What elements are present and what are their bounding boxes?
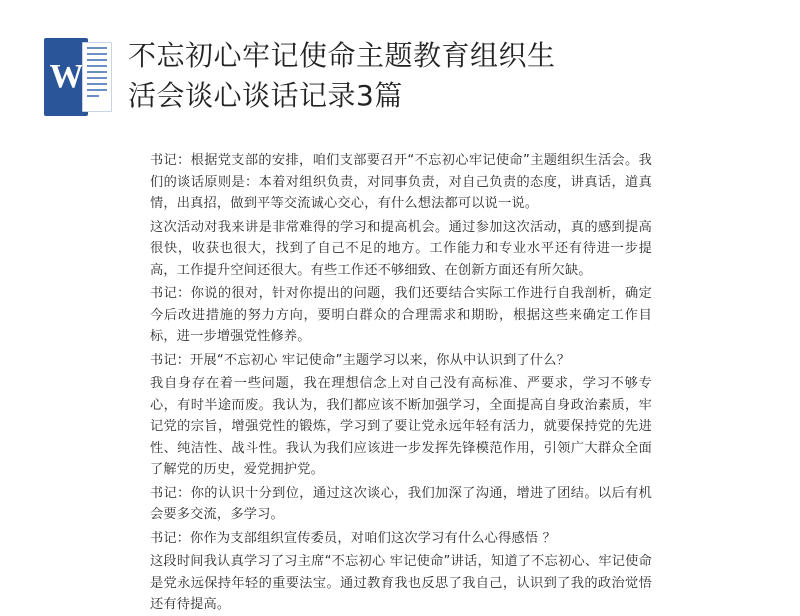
paragraph: 书记：你的认识十分到位，通过这次谈心，我们加深了沟通，增进了团结。以后有机会要多交流，多学习。 [150, 485, 652, 522]
icon-line [87, 47, 107, 49]
icon-letter: W [49, 58, 83, 95]
icon-line [87, 83, 107, 85]
icon-line [87, 95, 99, 97]
icon-line [87, 53, 107, 55]
icon-line [87, 59, 107, 61]
icon-line [87, 77, 107, 79]
icon-page-block [82, 42, 112, 112]
paragraph: 这段时间我认真学习了习主席“不忘初心 牢记使命”讲话，知道了不忘初心、牢记使命是党永远保持年轻的重要法宝。通过教育我也反思了我自己，认识到了我的政治觉悟还有待提高。 [150, 554, 652, 612]
word-document-icon [44, 38, 112, 116]
icon-line [87, 89, 107, 91]
paragraph: 这次活动对我来讲是非常难得的学习和提高机会。通过参加这次活动，真的感到提高很快，收获也很大，找到了自己不足的地方。工作能力和专业水平还有待进一步提高，工作提升空间还很大。有些工作还不够细致、在创新方面还有所欠缺。 [150, 219, 652, 278]
paragraph: 书记：根据党支部的安排，咱们支部要召开“不忘初心牢记使命”主题组织生活会。我们的谈话原则是：本着对组织负责，对同事负责，对自己负责的态度，讲真话，道真情，出真招，做到平等交流诚心交心，有什么想法都可以说一说。 [150, 153, 652, 211]
icon-line [87, 71, 107, 73]
document-body [0, 116, 800, 616]
paragraph: 书记：你作为支部组织宣传委员，对咱们这次学习有什么心得感悟 ？ [150, 530, 557, 546]
document-header [0, 0, 800, 116]
paragraph: 书记：开展“不忘初心 牢记使命”主题学习以来，你从中认识到了什么？ [150, 352, 571, 368]
page-title: 不忘初心牢记使命主题教育组织生活会谈心谈话记录3篇 [128, 39, 556, 112]
paragraph: 书记：你说的很对，针对你提出的问题，我们还要结合实际工作进行自我剖析，确定今后改进措施的努力方向，要明白群众的合理需求和期盼，根据这些来确定工作目标，进一步增强党性修养。 [150, 286, 652, 344]
paragraph: 我自身存在着一些问题，我在理想信念上对自己没有高标准、严要求，学习不够专心，有时半途而废。我认为，我们都应该不断加强学习，全面提高自身政治素质，牢记党的宗旨，增强党性的锻炼，学习到了要让党永远年轻有活力，就要保持党的先进性、纯洁性、战斗性。我认为我们应该进一步发挥先锋模范作用，引领广大群众全面了解党的历史，爱党拥护党。 [150, 376, 652, 477]
title-wrap [128, 36, 760, 116]
icon-line [87, 65, 107, 67]
